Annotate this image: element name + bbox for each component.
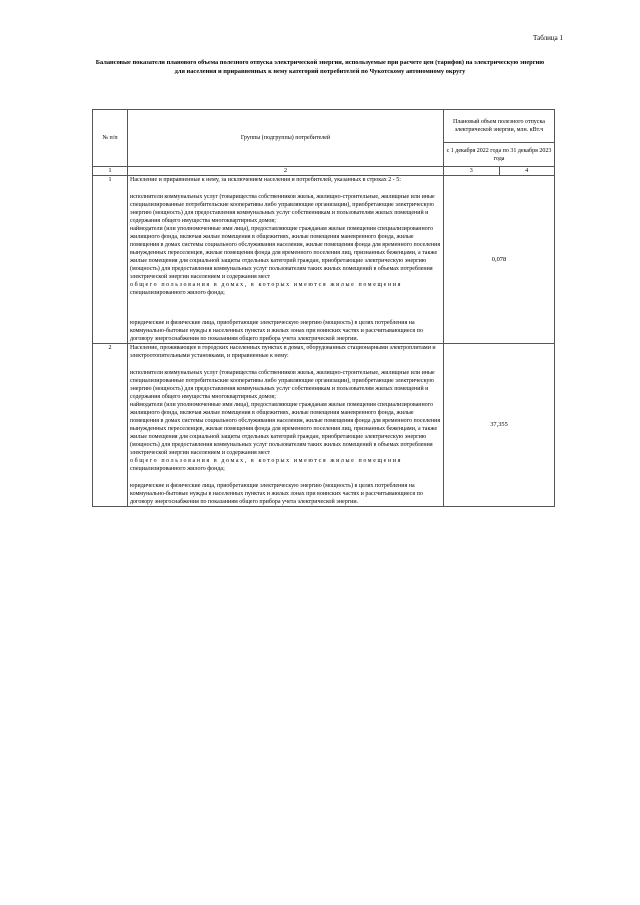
balance-table (92, 109, 555, 507)
row-paragraph: исполнители коммунальных услуг (товарищества собственников жилья, жилищно-строительные, жилищные или иные специализированные потребительские кооперативы либо управляющие организации), приобретающие электрическую энергию (мощность) для предоставления коммунальных услуг собственникам и пользователям жилых помещений и содержания общего имущества многоквартирных домов; (130, 194, 435, 224)
row-number: 1 (93, 176, 128, 344)
index-cell: 1 (93, 167, 128, 176)
index-row (93, 167, 555, 176)
row-paragraph: наймодатели (или уполномоченные ими лица), предоставляющие гражданам жилые помещения специализированного жилищного фонда, включая жилые помещения в общежитиях, жилые помещения маневренного фонда, жилые помещения в домах системы социального обслуживания населения, жилые помещения фонда для временного поселения вынужденных переселенцев, жилые помещения фонда для временного поселения лиц, признанных беженцами, а также жилые помещения для социальной защиты отдельных категорий граждан, приобретающие электрическую энергию (мощность) для предоставления коммунальных услуг пользователям таких жилых помещений в объемах потребления электрической энергии населением и содержания мест (130, 226, 441, 280)
header-row (93, 110, 555, 143)
header-num: № п/п (93, 110, 128, 167)
row-paragraph: наймодатели (или уполномоченные ими лица), предоставляющие гражданам жилые помещения специализированного жилищного фонда, включая жилые помещения в общежитиях, жилые помещения маневренного фонда, жилые помещения в домах системы социального обслуживания населения, жилые помещения фонда для временного поселения вынужденных переселенцев, жилые помещения фонда для временного поселения лиц, признанных беженцами, а также жилые помещения для социальной защиты отдельных категорий граждан, приобретающие электрическую энергию (мощность) для предоставления коммунальных услуг пользователям таких жилых помещений в объемах потребления электрической энергии населением и содержания мест (130, 402, 441, 456)
row-paragraph: специализированного жилого фонда; (130, 290, 225, 296)
index-cell: 2 (128, 167, 444, 176)
header-period: с 1 декабря 2022 года по 31 декабря 2023 года (444, 143, 555, 167)
row-paragraph: юридические и физические лица, приобретающие электрическую энергию (мощность) в целях потребления на коммунально-бытовые нужды в населенных пунктах и жилых зонах при воинских частях и рассчитывающиеся по договору энергоснабжения по показаниям общего прибора учета электрической энергии. (130, 320, 423, 342)
row-paragraph: специализированного жилого фонда; (130, 466, 225, 472)
row-intro: Население и приравненные к нему, за исключением населения и потребителей, указанных в строках 2 - 5: (130, 177, 401, 183)
document-title: Балансовые показатели планового объема полезного отпуска электрической энергии, используемые при расчете цен (тарифов) на электрическую энергию для населения и приравненных к нему категорий потребителей по Чукотскому автономному округу (95, 59, 545, 75)
row-groups (128, 176, 444, 344)
table-row (93, 344, 555, 507)
header-groups: Группы (подгруппы) потребителей (128, 110, 444, 167)
row-paragraph: юридические и физические лица, приобретающие электрическую энергию (мощность) в целях потребления на коммунально-бытовые нужды в населенных пунктах и жилых зонах при воинских частях и рассчитывающиеся по договору энергоснабжения по показаниям общего прибора учета электрической энергии. (130, 483, 423, 505)
row-intro: Население, проживающее в городских населенных пунктах в домах, оборудованных стационарными электроплитами и электроотопительными установками, и приравненные к нему: (130, 345, 436, 359)
row-paragraph: исполнители коммунальных услуг (товарищества собственников жилья, жилищно-строительные, жилищные или иные специализированные потребительские кооперативы либо управляющие организации), приобретающие электрическую энергию (мощность) для предоставления коммунальных услуг собственникам и пользователям жилых помещений и содержания общего имущества многоквартирных домов; (130, 370, 435, 400)
table-number: Таблица 1 (533, 34, 563, 42)
row-value: 0,078 (444, 176, 555, 344)
row-number: 2 (93, 344, 128, 507)
index-cell: 3 (444, 167, 500, 176)
index-cell: 4 (499, 167, 555, 176)
header-volume: Плановый объем полезного отпуска электрической энергии, млн. кВт.ч (444, 110, 555, 143)
table-row (93, 176, 555, 344)
row-paragraph-spaced: общего пользования в домах, в которых имеются жилые помещения (130, 282, 402, 288)
row-groups (128, 344, 444, 507)
row-paragraph-spaced: общего пользования в домах, в которых имеются жилые помещения (130, 458, 402, 464)
row-value: 37,355 (444, 344, 555, 507)
